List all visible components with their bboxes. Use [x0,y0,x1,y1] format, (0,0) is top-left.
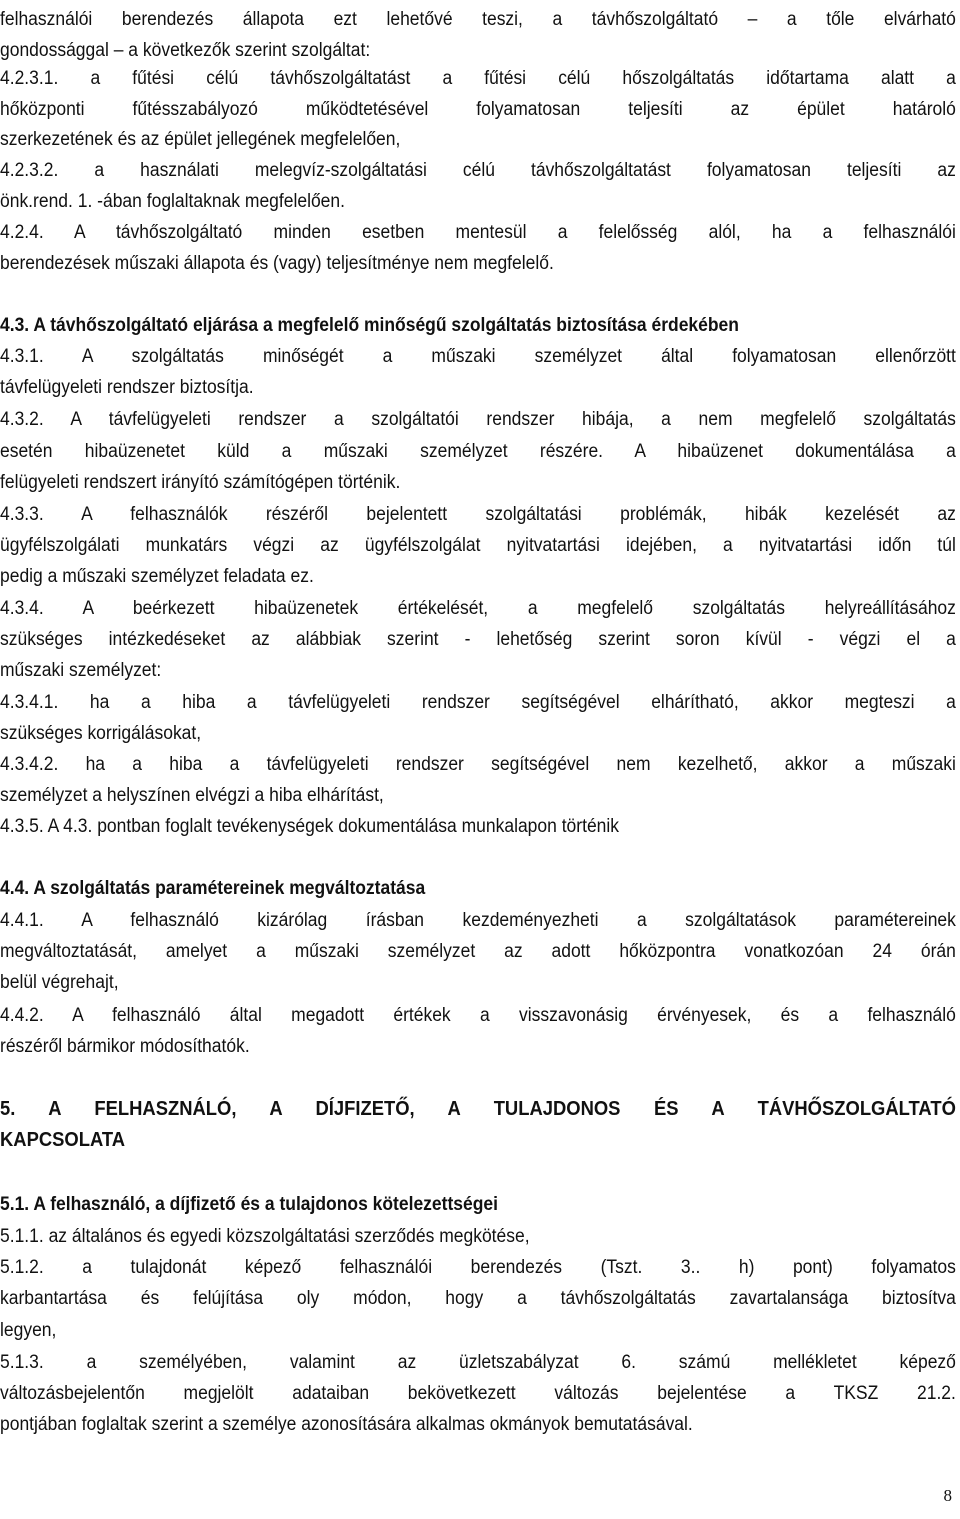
text-line: 4.3.2. A távfelügyeleti rendszer a szolgáltatói rendszer hibája, a nem megfelelő szolgáltatás [0,409,956,430]
text-line: 5.1.2. a tulajdonát képező felhasználói berendezés (Tszt. 3.. h) pont) folyamatos [0,1257,956,1278]
text-line: 4.3.5. A 4.3. pontban foglalt tevékenységek dokumentálása munkalapon történik [0,816,620,837]
text-line: 4.3.4.1. ha a hiba a távfelügyeleti rendszer segítségével elhárítható, akkor megteszi a [0,692,956,713]
text-line: 4.4.1. A felhasználó kizárólag írásban kezdeményezheti a szolgáltatások paramétereinek [0,910,956,931]
text-line: pontjában foglaltak szerint a személye azonosítására alkalmas okmányok bemutatásával. [0,1414,693,1435]
text-line: hőközponti fűtésszabályozó működtetésével folyamatosan teljesíti az épület határoló [0,99,956,120]
section-heading: 4.4. A szolgáltatás paramétereinek megváltoztatása [0,878,426,899]
text-line: gondossággal – a következők szerint szolgáltat: [0,40,371,61]
text-line: 4.2.3.2. a használati melegvíz-szolgáltatási célú távhőszolgáltatást folyamatosan teljesíti az [0,160,956,181]
text-line: megváltoztatását, amelyet a műszaki személyzet az adott hőközpontra vonatkozóan 24 órán [0,941,956,962]
text-line: személyzet a helyszínen elvégzi a hiba elhárítást, [0,785,384,806]
text-line: változásbejelentőn megjelölt adataiban bekövetkezett változás bejelentése a TKSZ 21.2. [0,1383,956,1404]
text-line: 4.2.3.1. a fűtési célú távhőszolgáltatást a fűtési célú hőszolgáltatás időtartama alatt a [0,68,956,89]
text-line: 4.3.3. A felhasználók részéről bejelentett szolgáltatási problémák, hibák kezelését az [0,504,956,525]
text-line: 4.3.4. A beérkezett hibaüzenetek értékelését, a megfelelő szolgáltatás helyreállításához [0,598,956,619]
section-heading: 5.1. A felhasználó, a díjfizető és a tulajdonos kötelezettségei [0,1194,498,1215]
text-line: részéről bármikor módosíthatók. [0,1036,250,1057]
text-line: szükséges korrigálásokat, [0,723,202,744]
section-heading: 4.3. A távhőszolgáltató eljárása a megfelelő minőségű szolgáltatás biztosítása érdekében [0,315,739,336]
text-line: pedig a műszaki személyzet feladata ez. [0,566,314,587]
text-line: 4.4.2. A felhasználó által megadott értékek a visszavonásig érvényesek, és a felhasználó [0,1005,956,1026]
text-line: felügyeleti rendszert irányító számítógépen történik. [0,472,401,493]
text-line: karbantartása és felújítása oly módon, hogy a távhőszolgáltatás zavartalansága biztosítva [0,1288,956,1309]
text-line: 4.3.1. A szolgáltatás minőségét a műszaki személyzet által folyamatosan ellenőrzött [0,346,956,367]
text-line: szerkezetének és az épület jellegének megfelelően, [0,129,401,150]
chapter-heading: 5. A FELHASZNÁLÓ, A DÍJFIZETŐ, A TULAJDONOS ÉS A TÁVHŐSZOLGÁLTATÓ [0,1098,956,1120]
text-line: belül végrehajt, [0,972,119,993]
text-line: 5.1.3. a személyében, valamint az üzletszabályzat 6. számú mellékletet képező [0,1352,956,1373]
text-line: 5.1.1. az általános és egyedi közszolgáltatási szerződés megkötése, [0,1226,530,1247]
text-line: berendezések műszaki állapota és (vagy) teljesítménye nem megfelelő. [0,253,554,274]
text-line: legyen, [0,1320,57,1341]
text-line: 4.2.4. A távhőszolgáltató minden esetben mentesül a felelősség alól, ha a felhasználói [0,222,956,243]
text-line: önk.rend. 1. -ában foglaltaknak megfelelően. [0,191,345,212]
text-line: felhasználói berendezés állapota ezt lehetővé teszi, a távhőszolgáltató – a tőle elvárható [0,9,956,30]
page-number: 8 [943,1486,952,1505]
text-line: szükséges intézkedéseket az alábbiak szerint - lehetőség szerint soron kívül - végzi el a [0,629,956,650]
text-line: esetén hibaüzenetet küld a műszaki személyzet részére. A hibaüzenet dokumentálása a [0,441,956,462]
text-line: távfelügyeleti rendszer biztosítja. [0,377,254,398]
text-line: 4.3.4.2. ha a hiba a távfelügyeleti rendszer segítségével nem kezelhető, akkor a műszaki [0,754,956,775]
chapter-heading: KAPCSOLATA [0,1129,126,1151]
text-line: műszaki személyzet: [0,660,162,681]
text-line: ügyfélszolgálati munkatárs végzi az ügyfélszolgálat nyitvatartási idejében, a nyitvatartási időn túl [0,535,956,556]
